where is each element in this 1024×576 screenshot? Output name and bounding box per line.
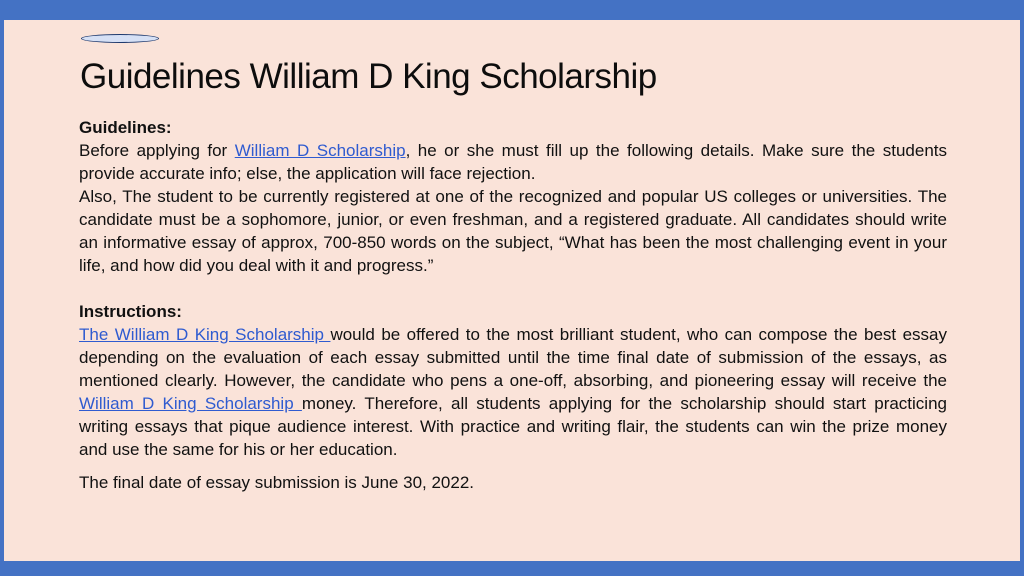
instructions-paragraph [79,323,947,461]
instructions-text-1: would be offered to the most brilliant student, who can compose the best essay depending on the evaluation of each essay submitted until the time final date of submission of the essays, as mentioned clearly. However, the candidate who pens a one-off, absorbing, and pioneering essay will receive the [79,325,947,390]
slide-title: Guidelines William D King Scholarship [80,57,657,96]
guidelines-heading: Guidelines: [79,118,172,137]
instructions-heading: Instructions: [79,302,182,321]
guidelines-paragraph-1 [79,139,947,185]
guidelines-text-before: Before applying for [79,141,235,160]
spacer [79,277,947,300]
final-date-note: The final date of essay submission is June 30, 2022. [79,473,475,492]
slide-body [79,116,947,494]
william-d-king-scholarship-link-1[interactable]: The William D King Scholarship [79,325,331,344]
guidelines-text-after: , he or she must fill up the following details. Make sure the students provide accurate info; else, the application will face rejection. [79,141,948,183]
william-d-king-scholarship-link-2[interactable]: William D King Scholarship [79,394,302,413]
guidelines-paragraph-2: Also, The student to be currently registered at one of the recognized and popular US colleges or universities. The candidate must be a sophomore, junior, or even freshman, and a registered graduate. All candidates should write an informative essay of approx, 700-850 words on the subject, “What has been the most challenging event in your life, and how did you deal with it and progress.” [79,187,947,275]
slide [4,20,1020,561]
william-d-scholarship-link[interactable]: William D Scholarship [234,141,406,160]
decorative-pill-shape [81,34,159,43]
instructions-text-2: money. Therefore, all students applying for the scholarship should start practicing writing essays that pique audience interest. With practice and writing flair, the students can win the prize money and use the same for his or her education. [79,394,947,459]
